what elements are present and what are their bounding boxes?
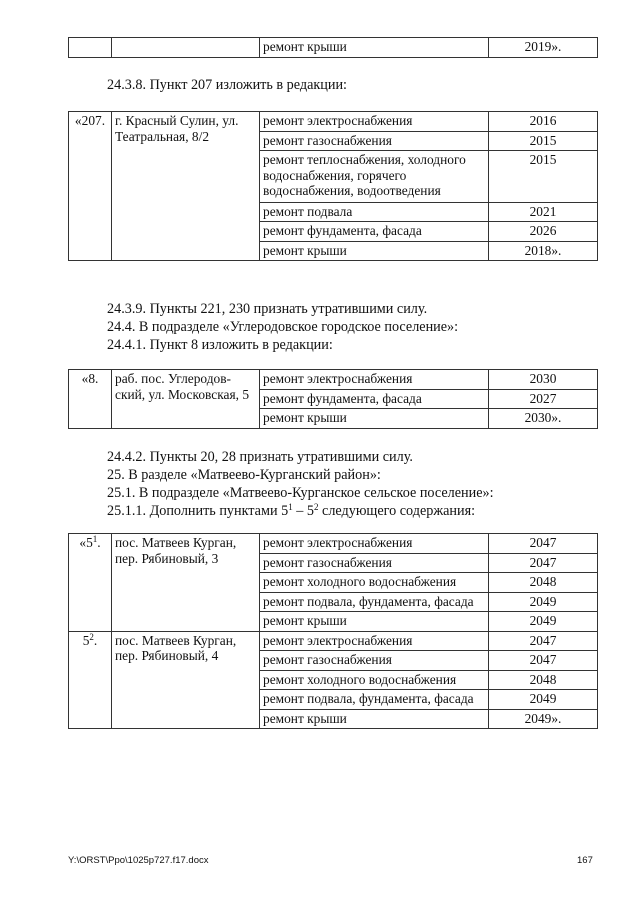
item-number-text: 5 <box>82 632 90 648</box>
year-cell: 2019». <box>489 38 598 58</box>
work-cell: ремонт крыши <box>260 241 489 261</box>
work-cell: ремонт крыши <box>260 38 489 58</box>
table-row <box>69 534 598 554</box>
work-cell: ремонт фундамента, фасада <box>260 389 489 409</box>
paragraph: 25. В разделе «Матвеево-Курганский район»: <box>107 467 381 483</box>
footer-path: Y:\ORST\Ppo\1025p727.f17.docx <box>68 855 209 866</box>
paragraph: 24.3.8. Пункт 207 изложить в редакции: <box>107 77 347 93</box>
year-cell: 2030». <box>489 409 598 429</box>
work-cell: ремонт электроснабжения <box>260 112 489 132</box>
address-cell: пос. Матвеев Курган, пер. Рябиновый, 4 <box>112 631 260 729</box>
table-row <box>69 38 598 58</box>
work-cell: ремонт холодного водоснабжения <box>260 670 489 690</box>
item-number: «207. <box>69 112 112 261</box>
paragraph: 24.4. В подразделе «Углеродовское городское поселение»: <box>107 319 459 335</box>
year-cell: 2048 <box>489 670 598 690</box>
table-row <box>69 631 598 651</box>
year-cell: 2015 <box>489 131 598 151</box>
table-continuation <box>68 37 598 58</box>
paragraph-text: 25.1.1. Дополнить пунктами 5 <box>107 503 289 519</box>
table-item-207 <box>68 111 598 261</box>
work-cell: ремонт подвала, фундамента, фасада <box>260 690 489 710</box>
superscript: 1 <box>92 534 98 544</box>
paragraph: 24.3.9. Пункты 221, 230 признать утратившими силу. <box>107 301 428 317</box>
table-item-8 <box>68 369 598 429</box>
item-number-text: «5 <box>79 535 93 550</box>
work-cell: ремонт газоснабжения <box>260 651 489 671</box>
work-cell: ремонт электроснабжения <box>260 370 489 390</box>
year-cell: 2021 <box>489 202 598 222</box>
year-cell: 2049 <box>489 690 598 710</box>
superscript: 2 <box>89 631 94 642</box>
address-cell: г. Красный Сулин, ул. Театральная, 8/2 <box>112 112 260 261</box>
year-cell: 2016 <box>489 112 598 132</box>
work-cell: ремонт крыши <box>260 709 489 729</box>
year-cell: 2049 <box>489 592 598 612</box>
work-cell: ремонт электроснабжения <box>260 534 489 554</box>
address-cell: раб. пос. Углеродов-ский, ул. Московская, 5 <box>112 370 260 429</box>
year-cell: 2049». <box>489 709 598 729</box>
work-cell: ремонт подвала <box>260 202 489 222</box>
work-cell: ремонт газоснабжения <box>260 131 489 151</box>
item-number-text: . <box>97 535 101 550</box>
paragraph: 24.4.1. Пункт 8 изложить в редакции: <box>107 337 333 353</box>
year-cell: 2047 <box>489 534 598 554</box>
year-cell: 2030 <box>489 370 598 390</box>
year-cell: 2026 <box>489 222 598 242</box>
work-cell: ремонт электроснабжения <box>260 631 489 651</box>
table-items-5 <box>68 533 598 729</box>
item-number-text: . <box>93 632 98 648</box>
superscript: 1 <box>288 502 293 512</box>
work-cell: ремонт подвала, фундамента, фасада <box>260 592 489 612</box>
paragraph <box>107 503 475 519</box>
work-cell: ремонт фундамента, фасада <box>260 222 489 242</box>
year-cell: 2047 <box>489 651 598 671</box>
work-cell: ремонт теплоснабжения, холодного водоснабжения, горячего водоснабжения, водоотведения <box>260 151 489 203</box>
paragraph: 24.4.2. Пункты 20, 28 признать утратившими силу. <box>107 449 413 465</box>
item-number <box>69 631 112 729</box>
year-cell: 2049 <box>489 612 598 632</box>
item-number: «8. <box>69 370 112 429</box>
paragraph: 25.1. В подразделе «Матвеево-Курганское сельское поселение»: <box>107 485 494 501</box>
table-cell <box>112 38 260 58</box>
year-cell: 2047 <box>489 631 598 651</box>
year-cell: 2015 <box>489 151 598 203</box>
address-cell: пос. Матвеев Курган, пер. Рябиновый, 3 <box>112 534 260 632</box>
work-cell: ремонт газоснабжения <box>260 553 489 573</box>
table-row <box>69 370 598 390</box>
work-cell: ремонт холодного водоснабжения <box>260 573 489 593</box>
year-cell: 2047 <box>489 553 598 573</box>
table-row <box>69 112 598 132</box>
work-cell: ремонт крыши <box>260 409 489 429</box>
year-cell: 2048 <box>489 573 598 593</box>
work-cell: ремонт крыши <box>260 612 489 632</box>
paragraph-text: – 5 <box>292 503 314 519</box>
item-number <box>69 534 112 632</box>
page-number: 167 <box>577 855 593 866</box>
year-cell: 2018». <box>489 241 598 261</box>
superscript: 2 <box>313 502 319 512</box>
paragraph-text: следующего содержания: <box>318 503 476 519</box>
year-cell: 2027 <box>489 389 598 409</box>
table-cell <box>69 38 112 58</box>
